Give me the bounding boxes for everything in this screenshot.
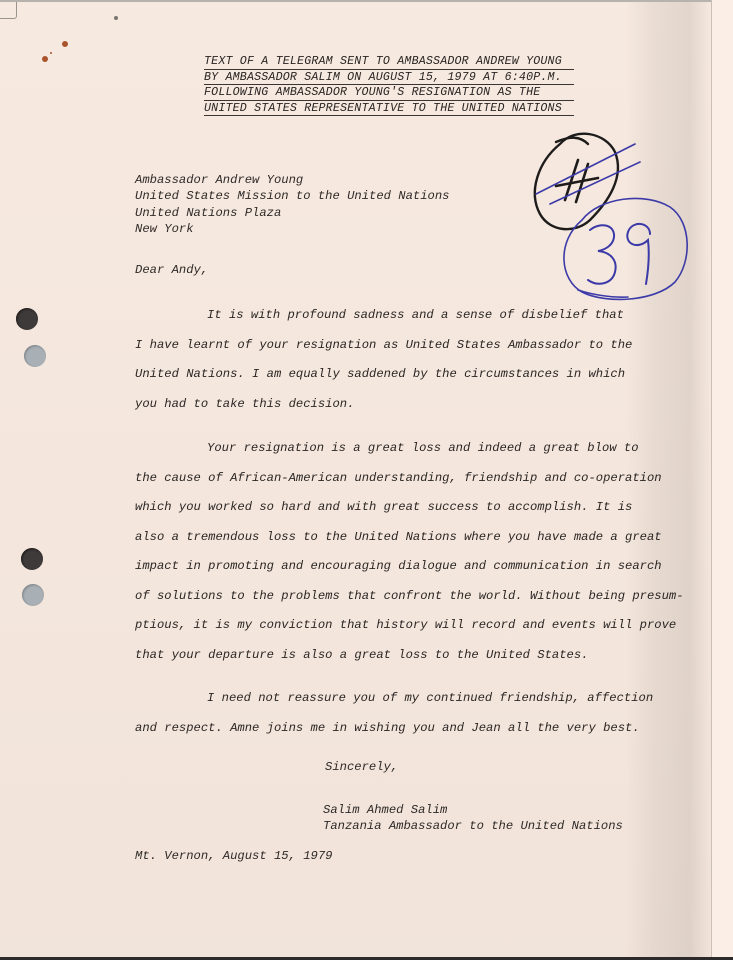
place-date: Mt. Vernon, August 15, 1979 — [135, 849, 333, 863]
paragraph-line: also a tremendous loss to the United Nations where you have made a great — [135, 529, 662, 544]
paragraph-line: of solutions to the problems that confront the world. Without being presum- — [135, 588, 684, 603]
paragraph-line: It is with profound sadness and a sense of disbelief that — [207, 308, 624, 322]
rust-spot — [50, 52, 52, 54]
heading-line: TEXT OF A TELEGRAM SENT TO AMBASSADOR ANDREW YOUNG — [204, 54, 574, 70]
recipient-address — [135, 172, 450, 237]
salutation: Dear Andy, — [135, 263, 209, 277]
paragraph-line: I have learnt of your resignation as United States Ambassador to the — [135, 337, 633, 352]
page-corner-mark — [0, 2, 17, 19]
paragraph-line: that your departure is also a great loss to the United States. — [135, 647, 589, 662]
signature-block — [323, 803, 623, 834]
punch-hole — [21, 548, 43, 570]
paragraph-1 — [135, 301, 632, 419]
scan-margin-strip — [711, 0, 733, 957]
rust-spot — [62, 41, 68, 47]
paragraph-3 — [135, 684, 653, 743]
punch-hole — [16, 308, 38, 330]
punch-hole — [22, 584, 44, 606]
closing: Sincerely, — [325, 760, 399, 774]
blue-number-circle-icon — [564, 198, 687, 299]
paragraph-line: impact in promoting and encouraging dialogue and communication in search — [135, 559, 662, 573]
handwritten-annotation — [520, 122, 700, 312]
heading-line: UNITED STATES REPRESENTATIVE TO THE UNITED NATIONS — [204, 101, 574, 117]
paragraph-line: I need not reassure you of my continued friendship, affection — [207, 691, 654, 705]
paragraph-line: United Nations. I am equally saddened by the circumstances in which — [135, 367, 626, 381]
document-heading — [204, 54, 574, 116]
paragraph-line: and respect. Amne joins me in wishing you and Jean all the very best. — [135, 720, 640, 735]
address-line: United States Mission to the United Nations — [135, 189, 450, 204]
rust-spot — [42, 56, 48, 62]
paragraph-line: which you worked so hard and with great success to accomplish. It is — [135, 500, 633, 514]
heading-line: FOLLOWING AMBASSADOR YOUNG'S RESIGNATION AS THE — [204, 85, 574, 101]
number-39-icon — [588, 224, 650, 284]
address-line: United Nations Plaza — [135, 205, 282, 220]
paragraph-2 — [135, 434, 684, 670]
heading-line: BY AMBASSADOR SALIM ON AUGUST 15, 1979 AT 6:40P.M. — [204, 70, 574, 86]
paragraph-line: the cause of African-American understanding, friendship and co-operation — [135, 470, 662, 485]
punch-hole — [24, 345, 46, 367]
address-line: New York — [135, 221, 194, 236]
paragraph-line: ptious, it is my conviction that history will record and events will prove — [135, 618, 677, 632]
address-line: Ambassador Andrew Young — [135, 173, 304, 187]
ink-speck — [114, 16, 118, 20]
paragraph-line: Your resignation is a great loss and indeed a great blow to — [207, 441, 639, 455]
paragraph-line: you had to take this decision. — [135, 396, 355, 411]
signer-title: Tanzania Ambassador to the United Nations — [323, 818, 623, 833]
signer-name: Salim Ahmed Salim — [323, 803, 448, 817]
